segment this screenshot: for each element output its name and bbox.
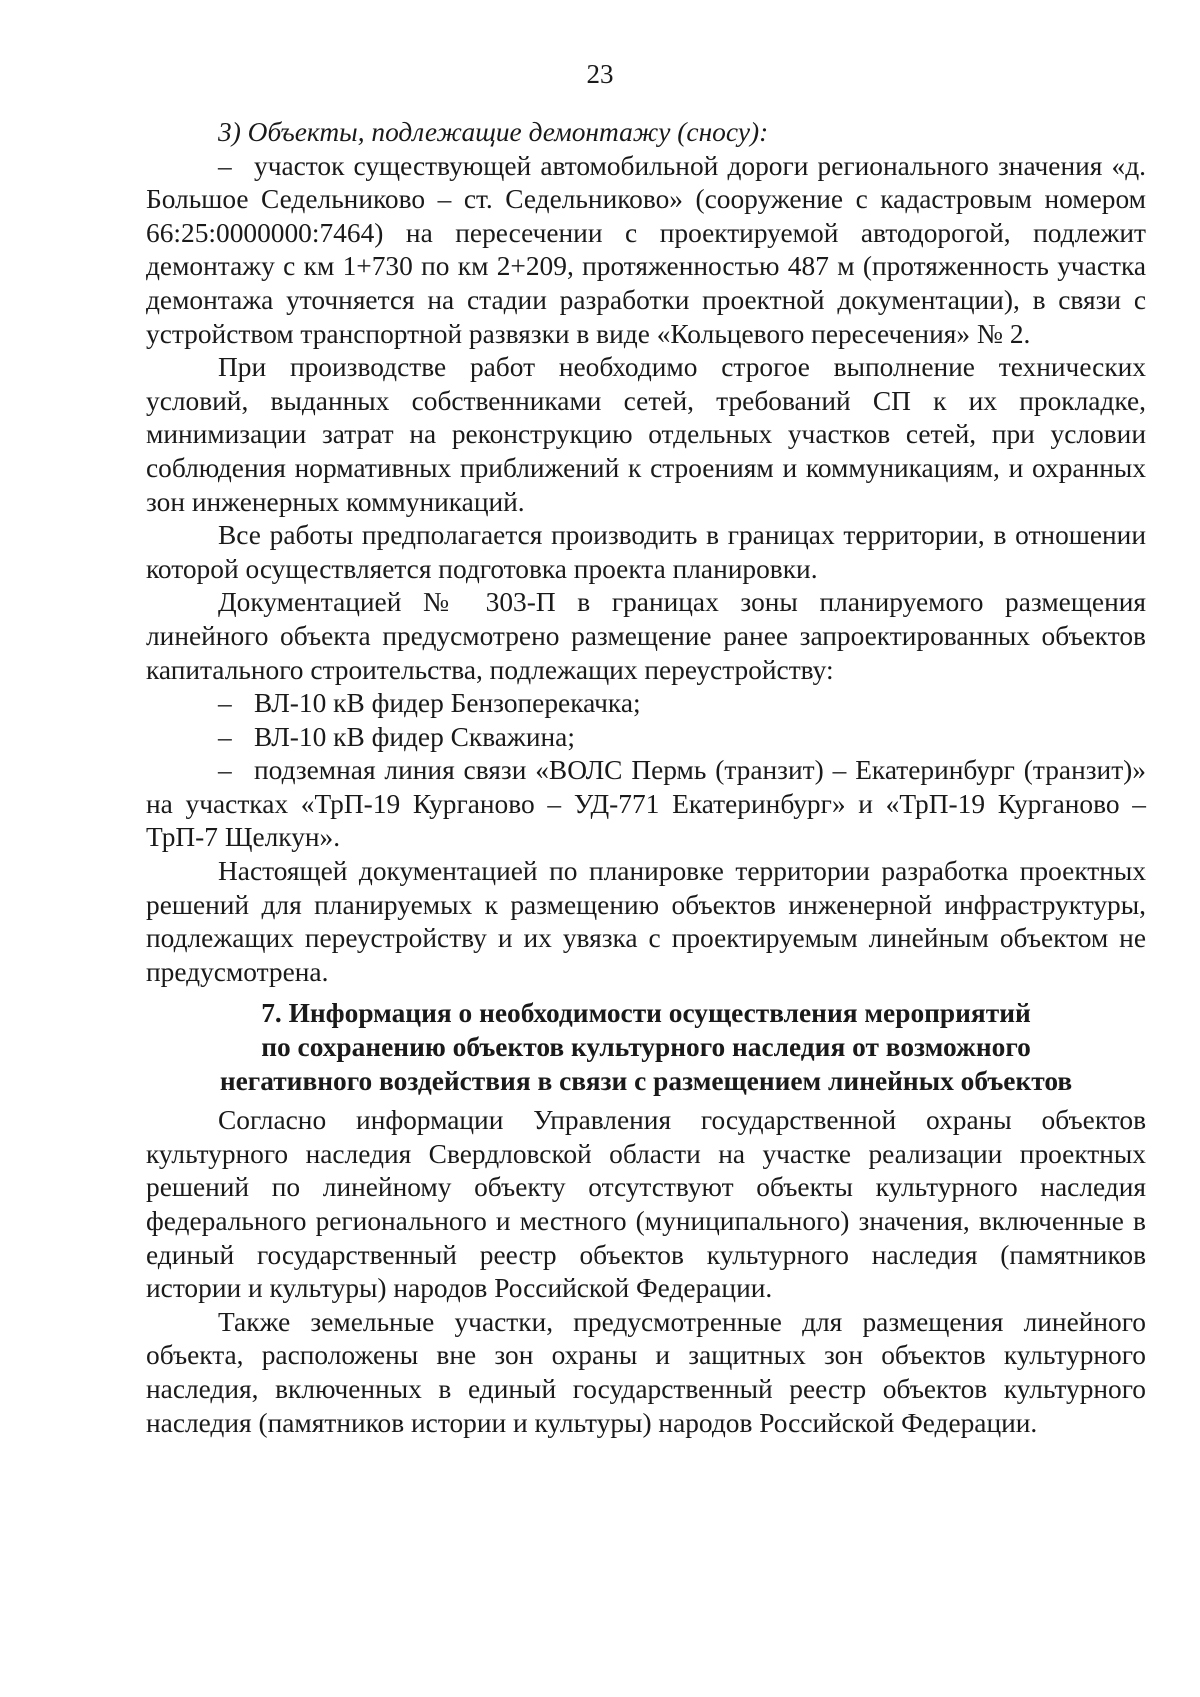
section-heading-line: по сохранению объектов культурного наследия от возможного [261,1032,1031,1063]
paragraph-heritage-info: Согласно информации Управления государственной охраны объектов культурного наследия Свердловской области на участке реализации проектных решений по линейному объекту отсутствуют объекты культурного наследия федерального регионального и местного (муниципального) значения, включенные в единый государственный реестр объектов культурного наследия (памятников истории и культуры) народов Российской Федерации. [146,1105,1146,1304]
page-number: 23 [586,59,614,89]
reconstruction-list-item [146,721,1146,755]
reconstruction-list-item [146,687,1146,721]
paragraph-land-plots: Также земельные участки, предусмотренные для размещения линейного объекта, расположены вне зон охраны и защитных зон объектов культурного наследия, включенных в единый государственный реестр объектов культурного наследия (памятников истории и культуры) народов Российской Федерации. [146,1306,1146,1438]
subheading-demolition: 3) Объекты, подлежащие демонтажу (сносу): [218,117,769,147]
reconstruction-item-text: подземная линия связи «ВОЛС Пермь (транзит) – Екатеринбург (транзит)» на участках «ТрП-19 Курганово – УД-771 Екатеринбург» и «ТрП-19 Курганово – ТрП-7 Щелкун». [146,755,1146,853]
list-dash: – [218,688,232,719]
list-dash: – [218,721,232,752]
document-body [146,116,1146,1440]
list-dash: – [218,755,232,786]
paragraph-documentation-303: Документацией № 303-П в границах зоны планируемого размещения линейного объекта предусмотрено размещение ранее запроектированных объектов капитального строительства, подлежащих переустройству: [146,587,1146,685]
reconstruction-item-text: ВЛ-10 кВ фидер Бензоперекачка; [254,688,641,719]
list-dash: – [218,150,232,181]
demolition-list-item [146,150,1146,352]
paragraph-work-boundaries: Все работы предполагается производить в границах территории, в отношении которой осуществляется подготовка проекта планировки. [146,520,1146,584]
reconstruction-list-item [146,754,1146,855]
section-heading-cultural-heritage [146,997,1146,1098]
demolition-item-text: участок существующей автомобильной дороги регионального значения «д. Большое Седельниково – ст. Седельниково» (сооружение с кадастровым номером 66:25:0000000:7464) на пересечении с проектируемой автодорогой, подлежит демонтажу с км 1+730 по км 2+209, протяженностью 487 м (протяженность участка демонтажа уточняется на стадии разработки проектной документации), в связи с устройством транспортной развязки в виде «Кольцевого пересечения» № 2. [146,150,1146,349]
reconstruction-item-text: ВЛ-10 кВ фидер Скважина; [254,721,575,752]
paragraph-no-design-solutions: Настоящей документацией по планировке территории разработка проектных решений для планируемых к размещению объектов инженерной инфраструктуры, подлежащих переустройству и их увязка с проектируемым линейным объектом не предусмотрена. [146,856,1146,987]
section-heading-line: 7. Информация о необходимости осуществления мероприятий [261,998,1031,1029]
paragraph-technical-conditions: При производстве работ необходимо строгое выполнение технических условий, выданных собственниками сетей, требований СП к их прокладке, минимизации затрат на реконструкцию отдельных участков сетей, при условии соблюдения нормативных приближений к строениям и коммуникациям, и охранных зон инженерных коммуникаций. [146,352,1146,517]
section-heading-line: негативного воздействия в связи с размещением линейных объектов [219,1065,1073,1096]
